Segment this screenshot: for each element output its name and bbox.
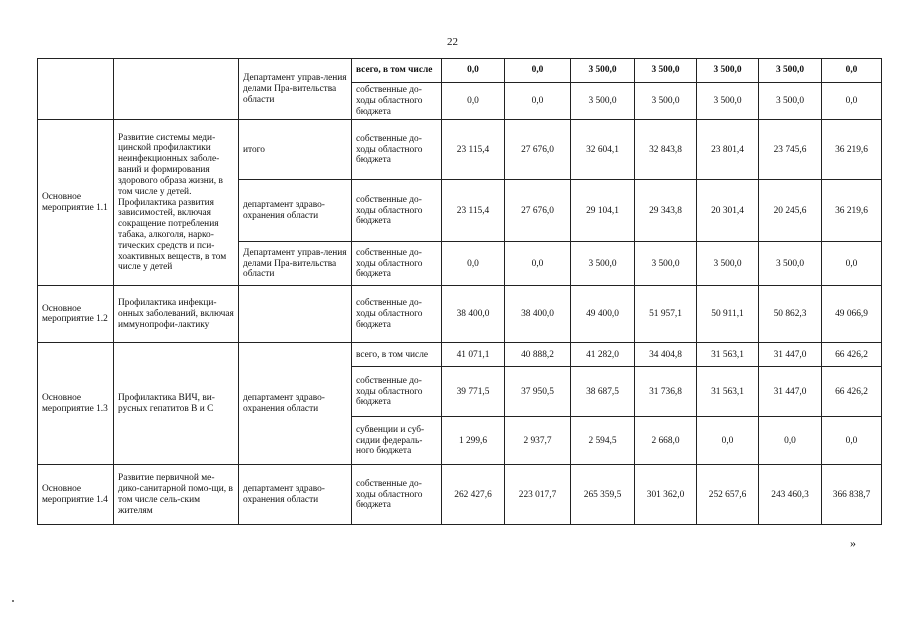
source-cell: всего, в том числе	[352, 343, 442, 367]
source-cell: собственные до-ходы областного бюджета	[352, 120, 442, 180]
value-cell: 27 676,0	[505, 180, 571, 242]
value-cell: 20 245,6	[759, 180, 822, 242]
value-cell: 23 115,4	[442, 180, 505, 242]
executor-cell: Департамент управ-ления делами Пра-вительства области	[239, 242, 352, 286]
table-row	[38, 286, 882, 343]
value-cell: 366 838,7	[822, 465, 882, 525]
value-cell: 2 937,7	[505, 417, 571, 465]
value-cell: 3 500,0	[759, 83, 822, 120]
source-cell: собственные до-ходы областного бюджета	[352, 286, 442, 343]
source-cell: субвенции и суб-сидии федераль-ного бюджета	[352, 417, 442, 465]
value-cell: 0,0	[505, 242, 571, 286]
closing-quote: »	[850, 536, 856, 550]
program-cell: Основное мероприятие 1.1	[38, 120, 114, 286]
value-cell: 0,0	[759, 417, 822, 465]
value-cell: 3 500,0	[571, 59, 635, 83]
executor-cell: Департамент управ-ления делами Пра-вительства области	[239, 59, 352, 120]
value-cell: 0,0	[442, 83, 505, 120]
value-cell: 31 447,0	[759, 367, 822, 417]
executor-cell: департамент здраво-охранения области	[239, 180, 352, 242]
value-cell: 31 563,1	[697, 343, 759, 367]
executor-cell: департамент здраво-охранения области	[239, 343, 352, 465]
value-cell: 0,0	[822, 417, 882, 465]
value-cell: 34 404,8	[635, 343, 697, 367]
value-cell: 0,0	[505, 59, 571, 83]
value-cell: 38 400,0	[505, 286, 571, 343]
value-cell: 243 460,3	[759, 465, 822, 525]
value-cell: 0,0	[442, 59, 505, 83]
executor-cell	[239, 286, 352, 343]
value-cell: 40 888,2	[505, 343, 571, 367]
value-cell: 32 843,8	[635, 120, 697, 180]
value-cell: 23 801,4	[697, 120, 759, 180]
program-cell: Основное мероприятие 1.3	[38, 343, 114, 465]
value-cell: 51 957,1	[635, 286, 697, 343]
value-cell: 49 066,9	[822, 286, 882, 343]
name-cell: Профилактика инфекци-онных заболеваний, включая иммунопрофи-лактику	[114, 286, 239, 343]
value-cell: 3 500,0	[635, 59, 697, 83]
executor-cell: департамент здраво-охранения области	[239, 465, 352, 525]
value-cell: 3 500,0	[635, 242, 697, 286]
value-cell: 20 301,4	[697, 180, 759, 242]
value-cell: 2 594,5	[571, 417, 635, 465]
value-cell: 66 426,2	[822, 343, 882, 367]
name-cell: Развитие первичной ме-дико-санитарной помо-щи, в том числе сель-ским жителям	[114, 465, 239, 525]
value-cell: 36 219,6	[822, 120, 882, 180]
value-cell: 0,0	[505, 83, 571, 120]
value-cell: 252 657,6	[697, 465, 759, 525]
value-cell: 50 862,3	[759, 286, 822, 343]
source-cell: собственные до-ходы областного бюджета	[352, 180, 442, 242]
value-cell: 32 604,1	[571, 120, 635, 180]
program-cell	[38, 59, 114, 120]
table-row	[38, 120, 882, 180]
executor-cell: итого	[239, 120, 352, 180]
value-cell: 27 676,0	[505, 120, 571, 180]
value-cell: 0,0	[822, 242, 882, 286]
value-cell: 66 426,2	[822, 367, 882, 417]
value-cell: 3 500,0	[571, 83, 635, 120]
value-cell: 223 017,7	[505, 465, 571, 525]
value-cell: 0,0	[822, 59, 882, 83]
value-cell: 50 911,1	[697, 286, 759, 343]
value-cell: 0,0	[822, 83, 882, 120]
value-cell: 36 219,6	[822, 180, 882, 242]
value-cell: 38 400,0	[442, 286, 505, 343]
value-cell: 3 500,0	[635, 83, 697, 120]
value-cell: 1 299,6	[442, 417, 505, 465]
page-number: 22	[447, 36, 458, 48]
value-cell: 38 687,5	[571, 367, 635, 417]
value-cell: 49 400,0	[571, 286, 635, 343]
value-cell: 3 500,0	[697, 59, 759, 83]
value-cell: 0,0	[442, 242, 505, 286]
value-cell: 23 115,4	[442, 120, 505, 180]
value-cell: 41 282,0	[571, 343, 635, 367]
value-cell: 3 500,0	[697, 83, 759, 120]
value-cell: 265 359,5	[571, 465, 635, 525]
value-cell: 41 071,1	[442, 343, 505, 367]
value-cell: 262 427,6	[442, 465, 505, 525]
value-cell: 31 736,8	[635, 367, 697, 417]
scan-dot	[12, 600, 14, 602]
value-cell: 3 500,0	[571, 242, 635, 286]
table-row	[38, 343, 882, 367]
program-cell: Основное мероприятие 1.2	[38, 286, 114, 343]
name-cell	[114, 59, 239, 120]
value-cell: 29 343,8	[635, 180, 697, 242]
source-cell: всего, в том числе	[352, 59, 442, 83]
value-cell: 0,0	[697, 417, 759, 465]
name-cell: Развитие системы меди-цинской профилактики неинфекционных заболе-ваний и формирования здорового образа жизни, в том числе у детей. Профилактика развития зависимостей, включая сокращение потребления табака, алкоголя, нарко-тических средств и пси-хоактивных веществ, в том числе у детей	[114, 120, 239, 286]
table-body	[38, 59, 882, 525]
table-row	[38, 59, 882, 83]
source-cell: собственные до-ходы областного бюджета	[352, 83, 442, 120]
value-cell: 3 500,0	[759, 59, 822, 83]
value-cell: 3 500,0	[759, 242, 822, 286]
value-cell: 31 447,0	[759, 343, 822, 367]
value-cell: 37 950,5	[505, 367, 571, 417]
source-cell: собственные до-ходы областного бюджета	[352, 242, 442, 286]
value-cell: 23 745,6	[759, 120, 822, 180]
value-cell: 2 668,0	[635, 417, 697, 465]
program-cell: Основное мероприятие 1.4	[38, 465, 114, 525]
source-cell: собственные до-ходы областного бюджета	[352, 465, 442, 525]
value-cell: 301 362,0	[635, 465, 697, 525]
value-cell: 31 563,1	[697, 367, 759, 417]
budget-table	[37, 58, 882, 525]
name-cell: Профилактика ВИЧ, ви-русных гепатитов В и С	[114, 343, 239, 465]
value-cell: 29 104,1	[571, 180, 635, 242]
source-cell: собственные до-ходы областного бюджета	[352, 367, 442, 417]
value-cell: 3 500,0	[697, 242, 759, 286]
table-row	[38, 465, 882, 525]
value-cell: 39 771,5	[442, 367, 505, 417]
